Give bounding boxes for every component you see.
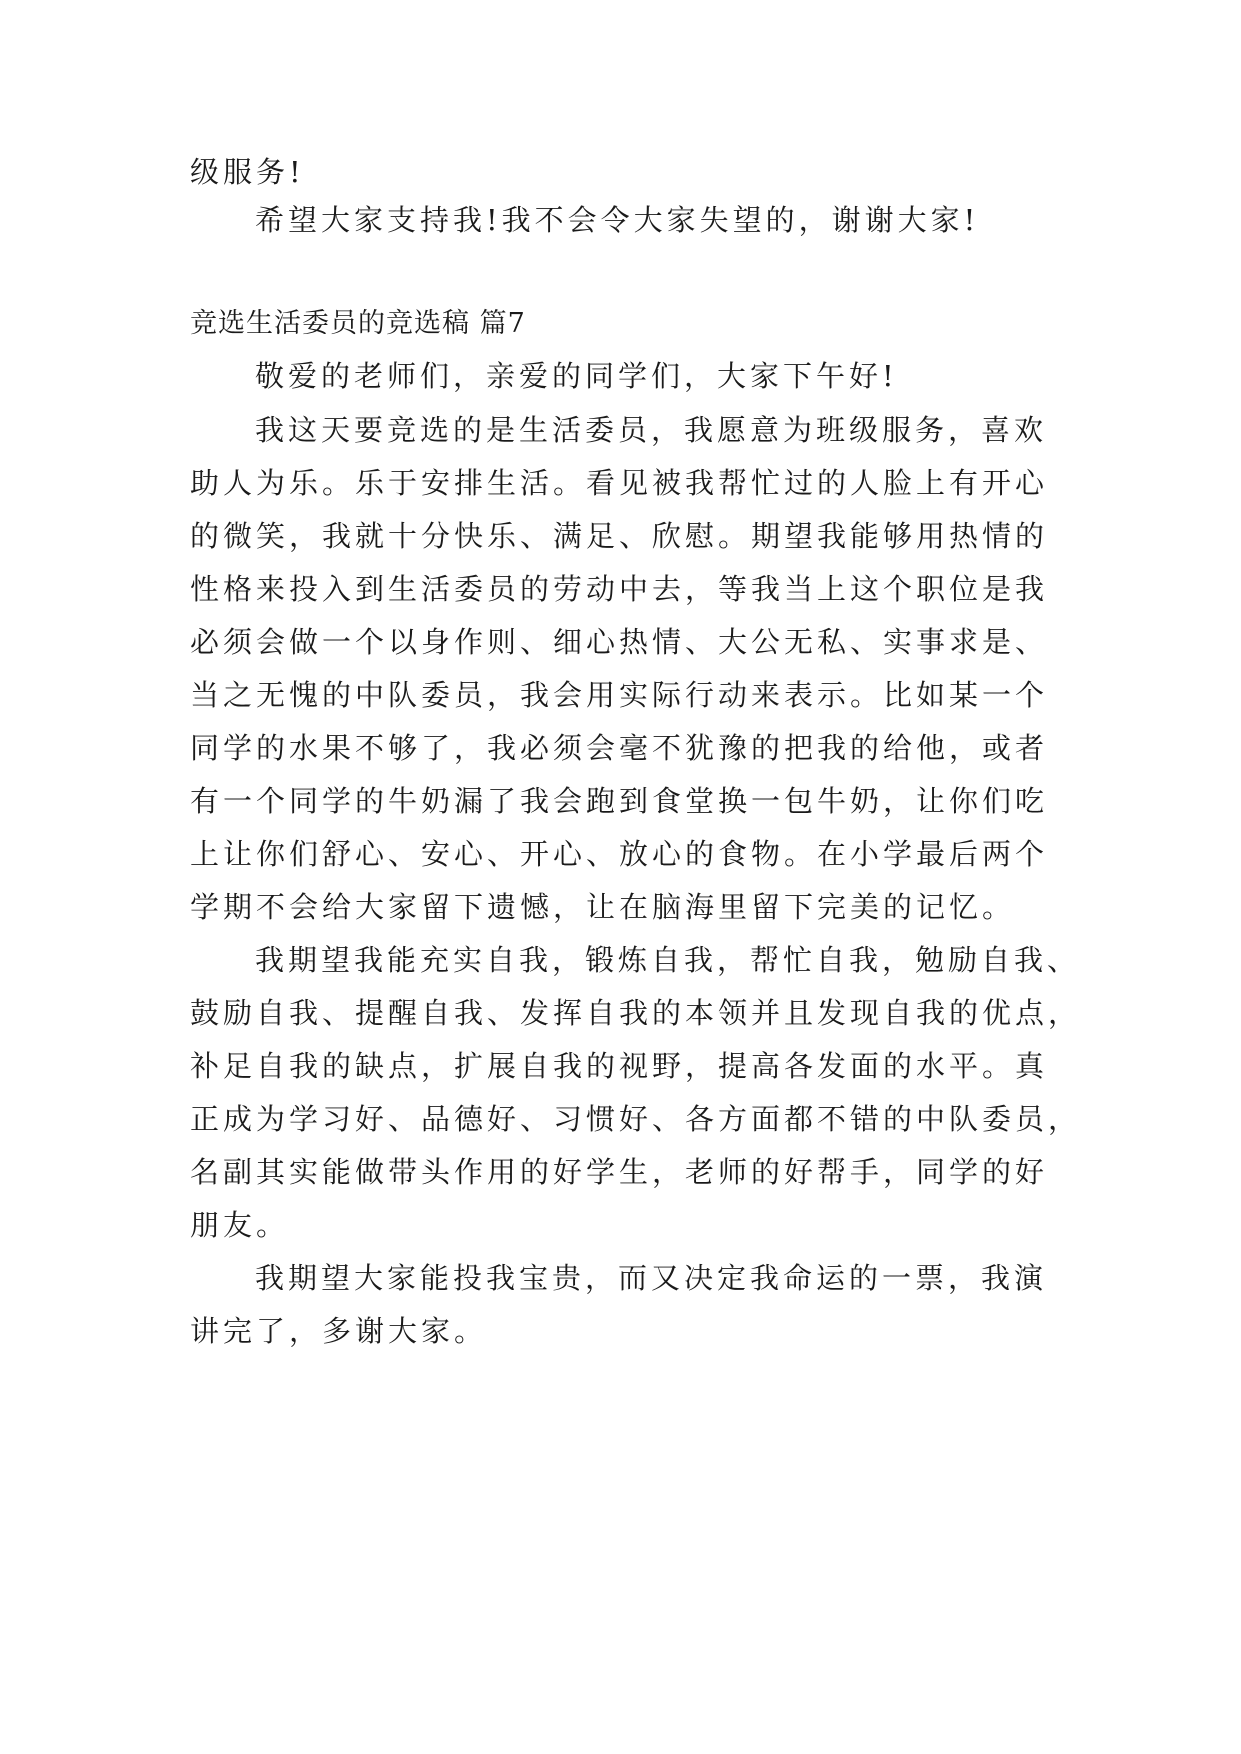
paragraph-line: 朋友。 bbox=[190, 1208, 290, 1242]
paragraph-line: 性格来投入到生活委员的劳动中去，等我当上这个职位是我 bbox=[190, 572, 1049, 606]
section-heading: 竞选生活委员的竞选稿 篇7 bbox=[190, 308, 526, 339]
paragraph-line: 我期望大家能投我宝贵，而又决定我命运的一票，我演 bbox=[255, 1261, 1048, 1295]
paragraph-line: 希望大家支持我!我不会令大家失望的，谢谢大家! bbox=[255, 203, 980, 237]
paragraph-line: 讲完了，多谢大家。 bbox=[190, 1314, 488, 1348]
paragraph-line: 敬爱的老师们，亲爱的同学们，大家下午好! bbox=[255, 359, 898, 393]
paragraph-line: 补足自我的缺点，扩展自我的视野，提高各发面的水平。真 bbox=[190, 1049, 1049, 1083]
paragraph-line: 正成为学习好、品德好、习惯好、各方面都不错的中队委员， bbox=[190, 1102, 1082, 1136]
paragraph-line: 级服务! bbox=[190, 155, 305, 189]
paragraph-line: 有一个同学的牛奶漏了我会跑到食堂换一包牛奶，让你们吃 bbox=[190, 784, 1049, 818]
paragraph-line: 名副其实能做带头作用的好学生，老师的好帮手，同学的好 bbox=[190, 1155, 1049, 1189]
paragraph-line: 同学的水果不够了，我必须会毫不犹豫的把我的给他，或者 bbox=[190, 731, 1049, 765]
paragraph-line: 当之无愧的中队委员，我会用实际行动来表示。比如某一个 bbox=[190, 678, 1049, 712]
paragraph-line: 的微笑，我就十分快乐、满足、欣慰。期望我能够用热情的 bbox=[190, 519, 1049, 553]
paragraph-line: 鼓励自我、提醒自我、发挥自我的本领并且发现自我的优点， bbox=[190, 996, 1082, 1030]
paragraph-line: 学期不会给大家留下遗憾，让在脑海里留下完美的记忆。 bbox=[190, 890, 1016, 924]
paragraph-line: 我期望我能充实自我，锻炼自我，帮忙自我，勉励自我、 bbox=[255, 943, 1081, 977]
paragraph-line: 必须会做一个以身作则、细心热情、大公无私、实事求是、 bbox=[190, 625, 1049, 659]
paragraph-line: 上让你们舒心、安心、开心、放心的食物。在小学最后两个 bbox=[190, 837, 1049, 871]
paragraph-line: 我这天要竞选的是生活委员，我愿意为班级服务，喜欢 bbox=[255, 413, 1048, 447]
paragraph-line: 助人为乐。乐于安排生活。看见被我帮忙过的人脸上有开心 bbox=[190, 466, 1049, 500]
